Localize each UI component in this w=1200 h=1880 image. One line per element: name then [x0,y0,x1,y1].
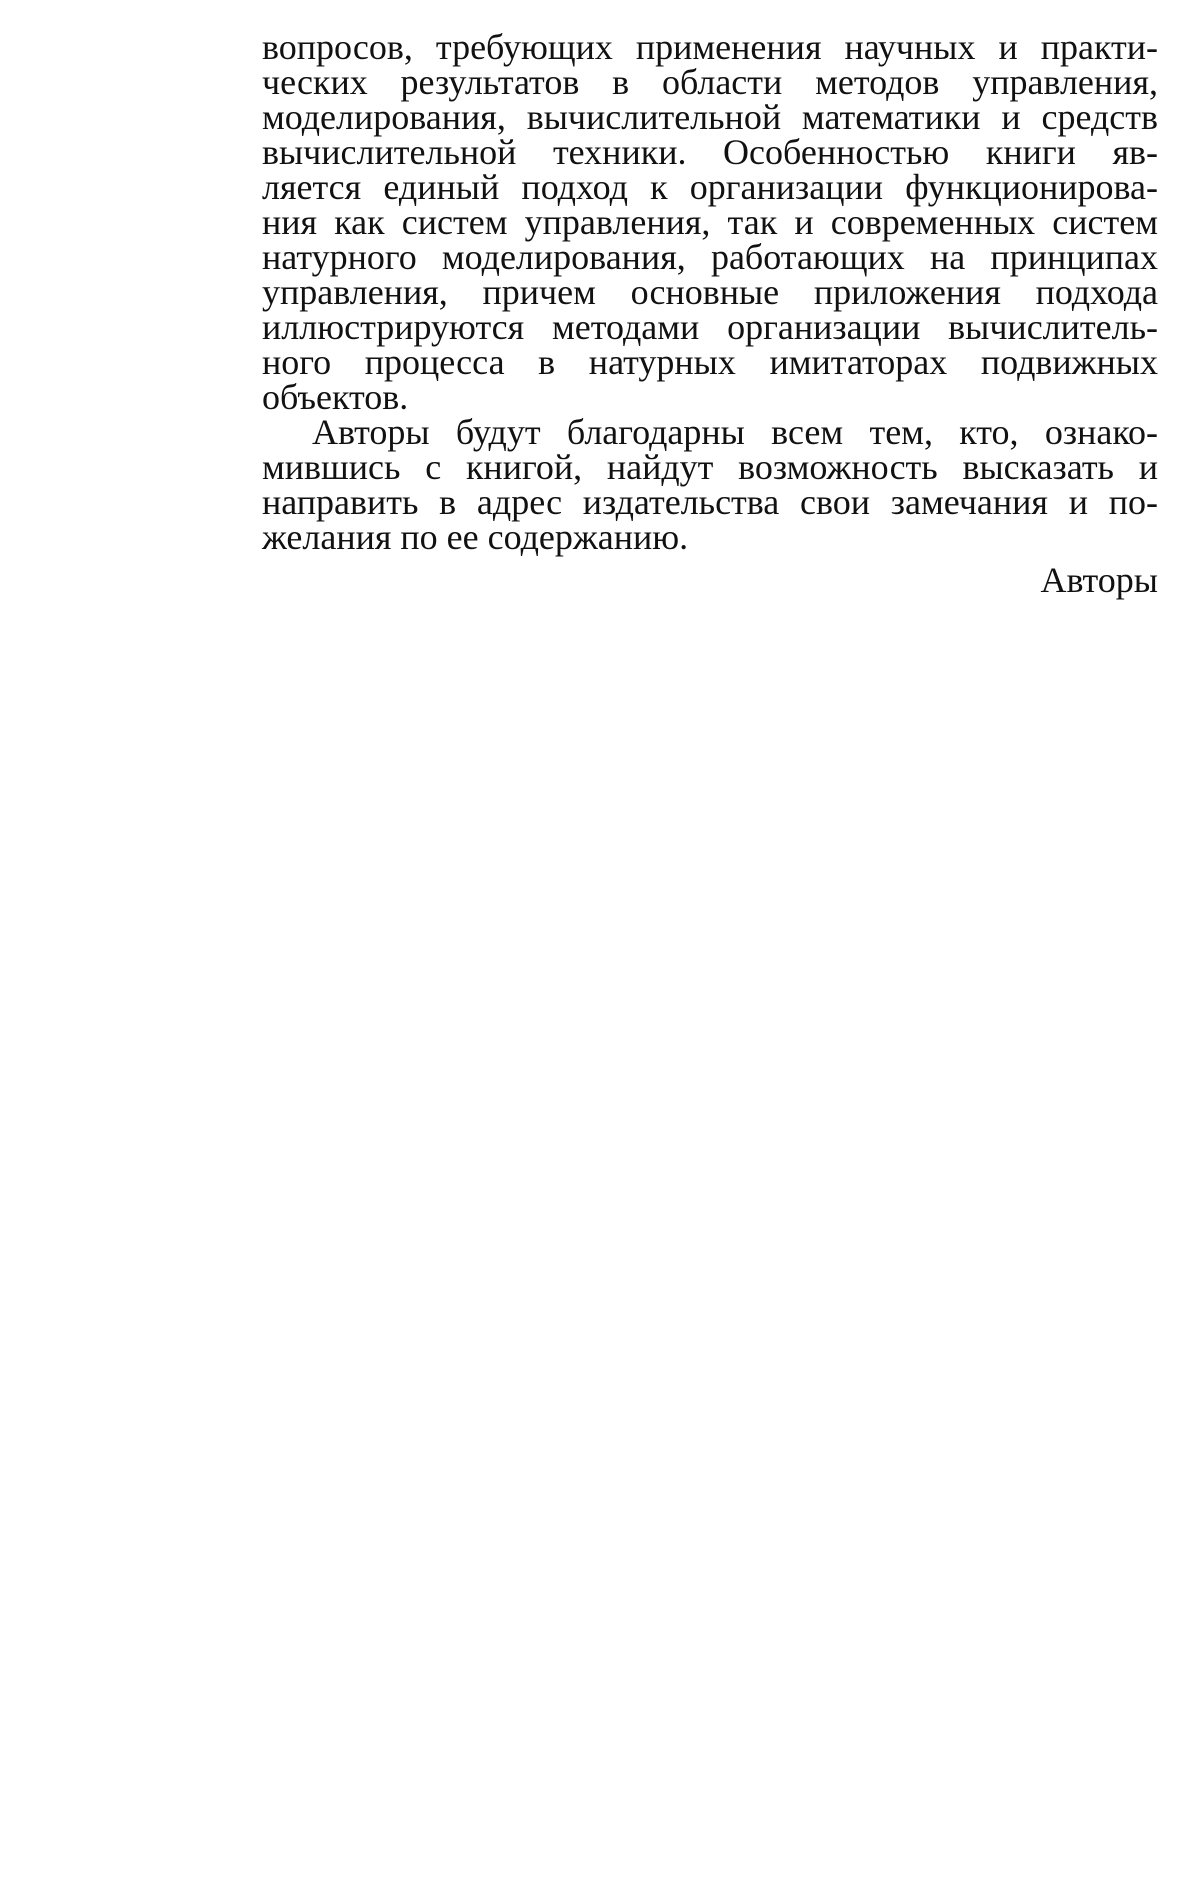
text-line: управления, причем основные приложения подхода [262,272,1158,312]
text-line: иллюстрируются методами организации вычислитель- [262,307,1158,347]
text-line: мившись с книгой, найдут возможность высказать и [262,447,1158,487]
text-line: Авторы будут благодарны всем тем, кто, ознако- [312,412,1158,452]
text-line: моделирования, вычислительной математики и средств [262,97,1158,137]
body-text [262,27,1158,600]
paragraph-1 [262,27,1158,417]
text-line: ного процесса в натурных имитаторах подвижных [262,342,1158,382]
text-line: натурного моделирования, работающих на принципах [262,237,1158,277]
text-line: направить в адрес издательства свои замечания и по- [262,482,1158,522]
paragraph-2 [262,412,1158,557]
text-line: ляется единый подход к организации функционирова- [262,167,1158,207]
text-line: ния как систем управления, так и современных систем [262,202,1158,242]
text-line: вычислительной техники. Особенностью книги яв- [262,132,1158,172]
text-line: объектов. [262,377,409,417]
text-line: вопросов, требующих применения научных и практи- [262,27,1158,67]
text-line: желания по ее содержанию. [262,517,689,557]
text-line: ческих результатов в области методов управления, [262,62,1158,102]
authors-signature: Авторы [1040,560,1158,600]
